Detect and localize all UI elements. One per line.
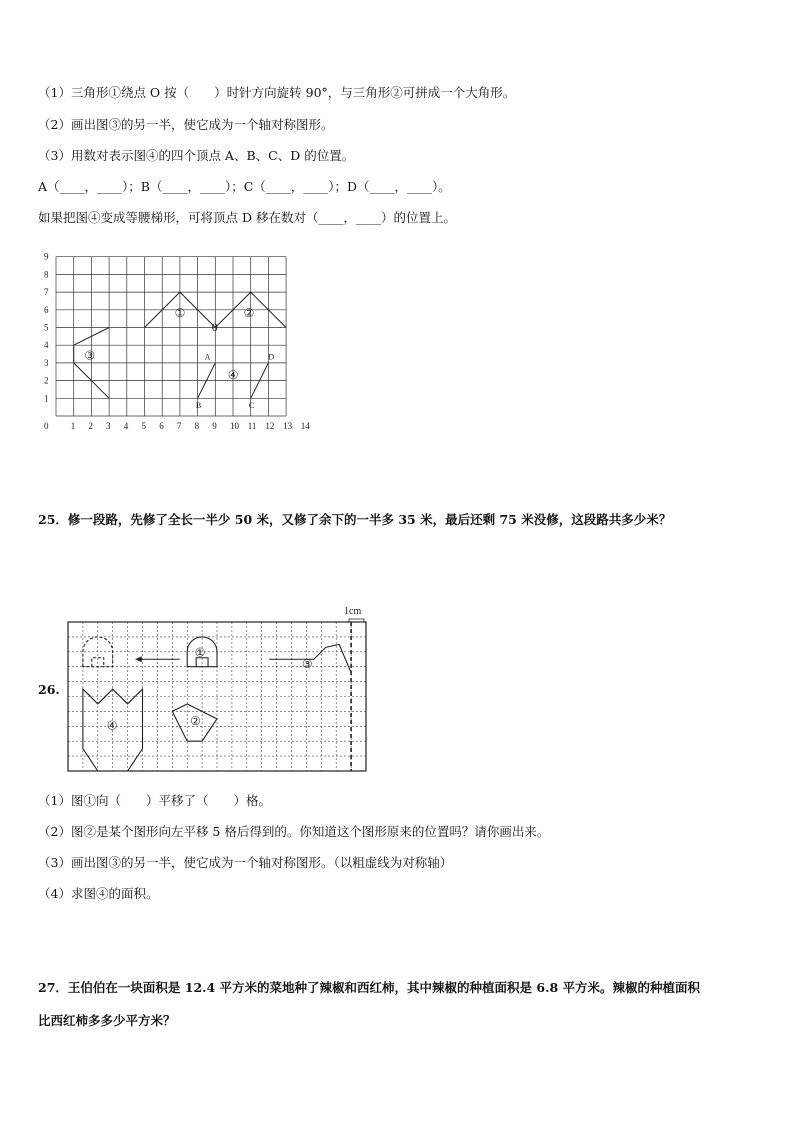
scale-label: 1cm: [344, 606, 362, 617]
label-shape-2: ②: [243, 305, 255, 320]
x-tick-label: 0: [44, 421, 49, 431]
label-point-D: D: [268, 352, 275, 362]
x-tick-label: 1: [70, 421, 76, 431]
label-shape-1: ①: [174, 305, 186, 320]
x-tick-label: 11: [247, 421, 257, 431]
x-tick-label: 14: [300, 421, 310, 431]
x-tick-label: 2: [88, 421, 93, 431]
x-tick-label: 9: [212, 421, 217, 431]
y-tick-label: 3: [44, 357, 49, 368]
q24-part1: （1）三角形①绕点 O 按（ ）时针方向旋转 90°，与三角形②可拼成一个大角形。: [38, 85, 516, 100]
label-shape-2: ②: [190, 713, 201, 728]
label-point-B: B: [195, 401, 202, 411]
q24-grid-figure: [38, 236, 338, 436]
q25-text: 25．修一段路，先修了全长一半少 50 米，又修了余下的一半多 35 米，最后还剩 75 米没修，这段路共多少米？: [38, 512, 672, 527]
label-shape-4: ④: [227, 367, 239, 382]
q24-part2: （2）画出图③的另一半，使它成为一个轴对称图形。: [38, 117, 334, 132]
x-tick-label: 12: [265, 421, 275, 431]
y-tick-label: 2: [44, 375, 49, 386]
label-point-O: 0: [211, 320, 218, 335]
q26-part3: （3）画出图③的另一半，使它成为一个轴对称图形。（以粗虚线为对称轴）: [38, 855, 453, 870]
x-tick-label: 13: [283, 421, 293, 431]
label-shape-3: ③: [84, 348, 96, 363]
q24-answer-line: A（____，____）；B（____，____）；C（____，____）；D（____，____）。: [38, 179, 451, 194]
label-shape-4: ④: [106, 718, 118, 733]
y-tick-label: 8: [44, 269, 49, 280]
label-point-A: A: [204, 352, 211, 362]
y-tick-label: 9: [44, 251, 49, 262]
label-shape-1: ①: [194, 645, 206, 660]
dotted-grid: [68, 622, 366, 771]
label-point-C: C: [248, 401, 255, 411]
q26-grid-figure: [64, 603, 374, 773]
y-tick-label: 5: [44, 322, 49, 333]
q24-part4: 如果把图④变成等腰梯形，可将顶点 D 移在数对（____，____）的位置上。: [38, 210, 456, 225]
shape-labels: [84, 306, 274, 410]
x-tick-label: 10: [230, 421, 239, 431]
x-tick-label: 5: [141, 421, 146, 431]
translation-arrow-head: [135, 656, 142, 662]
q26-part1: （1）图①向（ ）平移了（ ）格。: [38, 793, 271, 808]
x-tick-label: 3: [106, 421, 111, 431]
x-tick-label: 6: [159, 421, 164, 431]
q26-number: 26.: [38, 682, 60, 697]
y-tick-label: 6: [44, 304, 49, 315]
q26-part2: （2）图②是某个图形向左平移 5 格后得到的。你知道这个图形原来的位置吗？请你画出来。: [38, 824, 550, 839]
y-tick-label: 7: [44, 287, 49, 298]
q26-part4: （4）求图④的面积。: [38, 886, 159, 901]
x-tick-label: 7: [176, 421, 182, 431]
x-tick-label: 8: [194, 421, 200, 431]
x-tick-label: 4: [123, 421, 129, 431]
label-shape-3: ③: [301, 657, 313, 672]
axis-ticks: [44, 252, 310, 431]
y-tick-label: 4: [44, 340, 49, 351]
q24-part3: （3）用数对表示图④的四个顶点 A、B、C、D 的位置。: [38, 148, 355, 163]
y-tick-label: 1: [44, 393, 49, 404]
q27-line2: 比西红柿多多少平方米？: [38, 1013, 176, 1028]
q27-line1: 27．王伯伯在一块面积是 12.4 平方米的菜地种了辣椒和西红柿，其中辣椒的种植面积是 6.8 平方米。辣椒的种植面积: [38, 980, 700, 995]
